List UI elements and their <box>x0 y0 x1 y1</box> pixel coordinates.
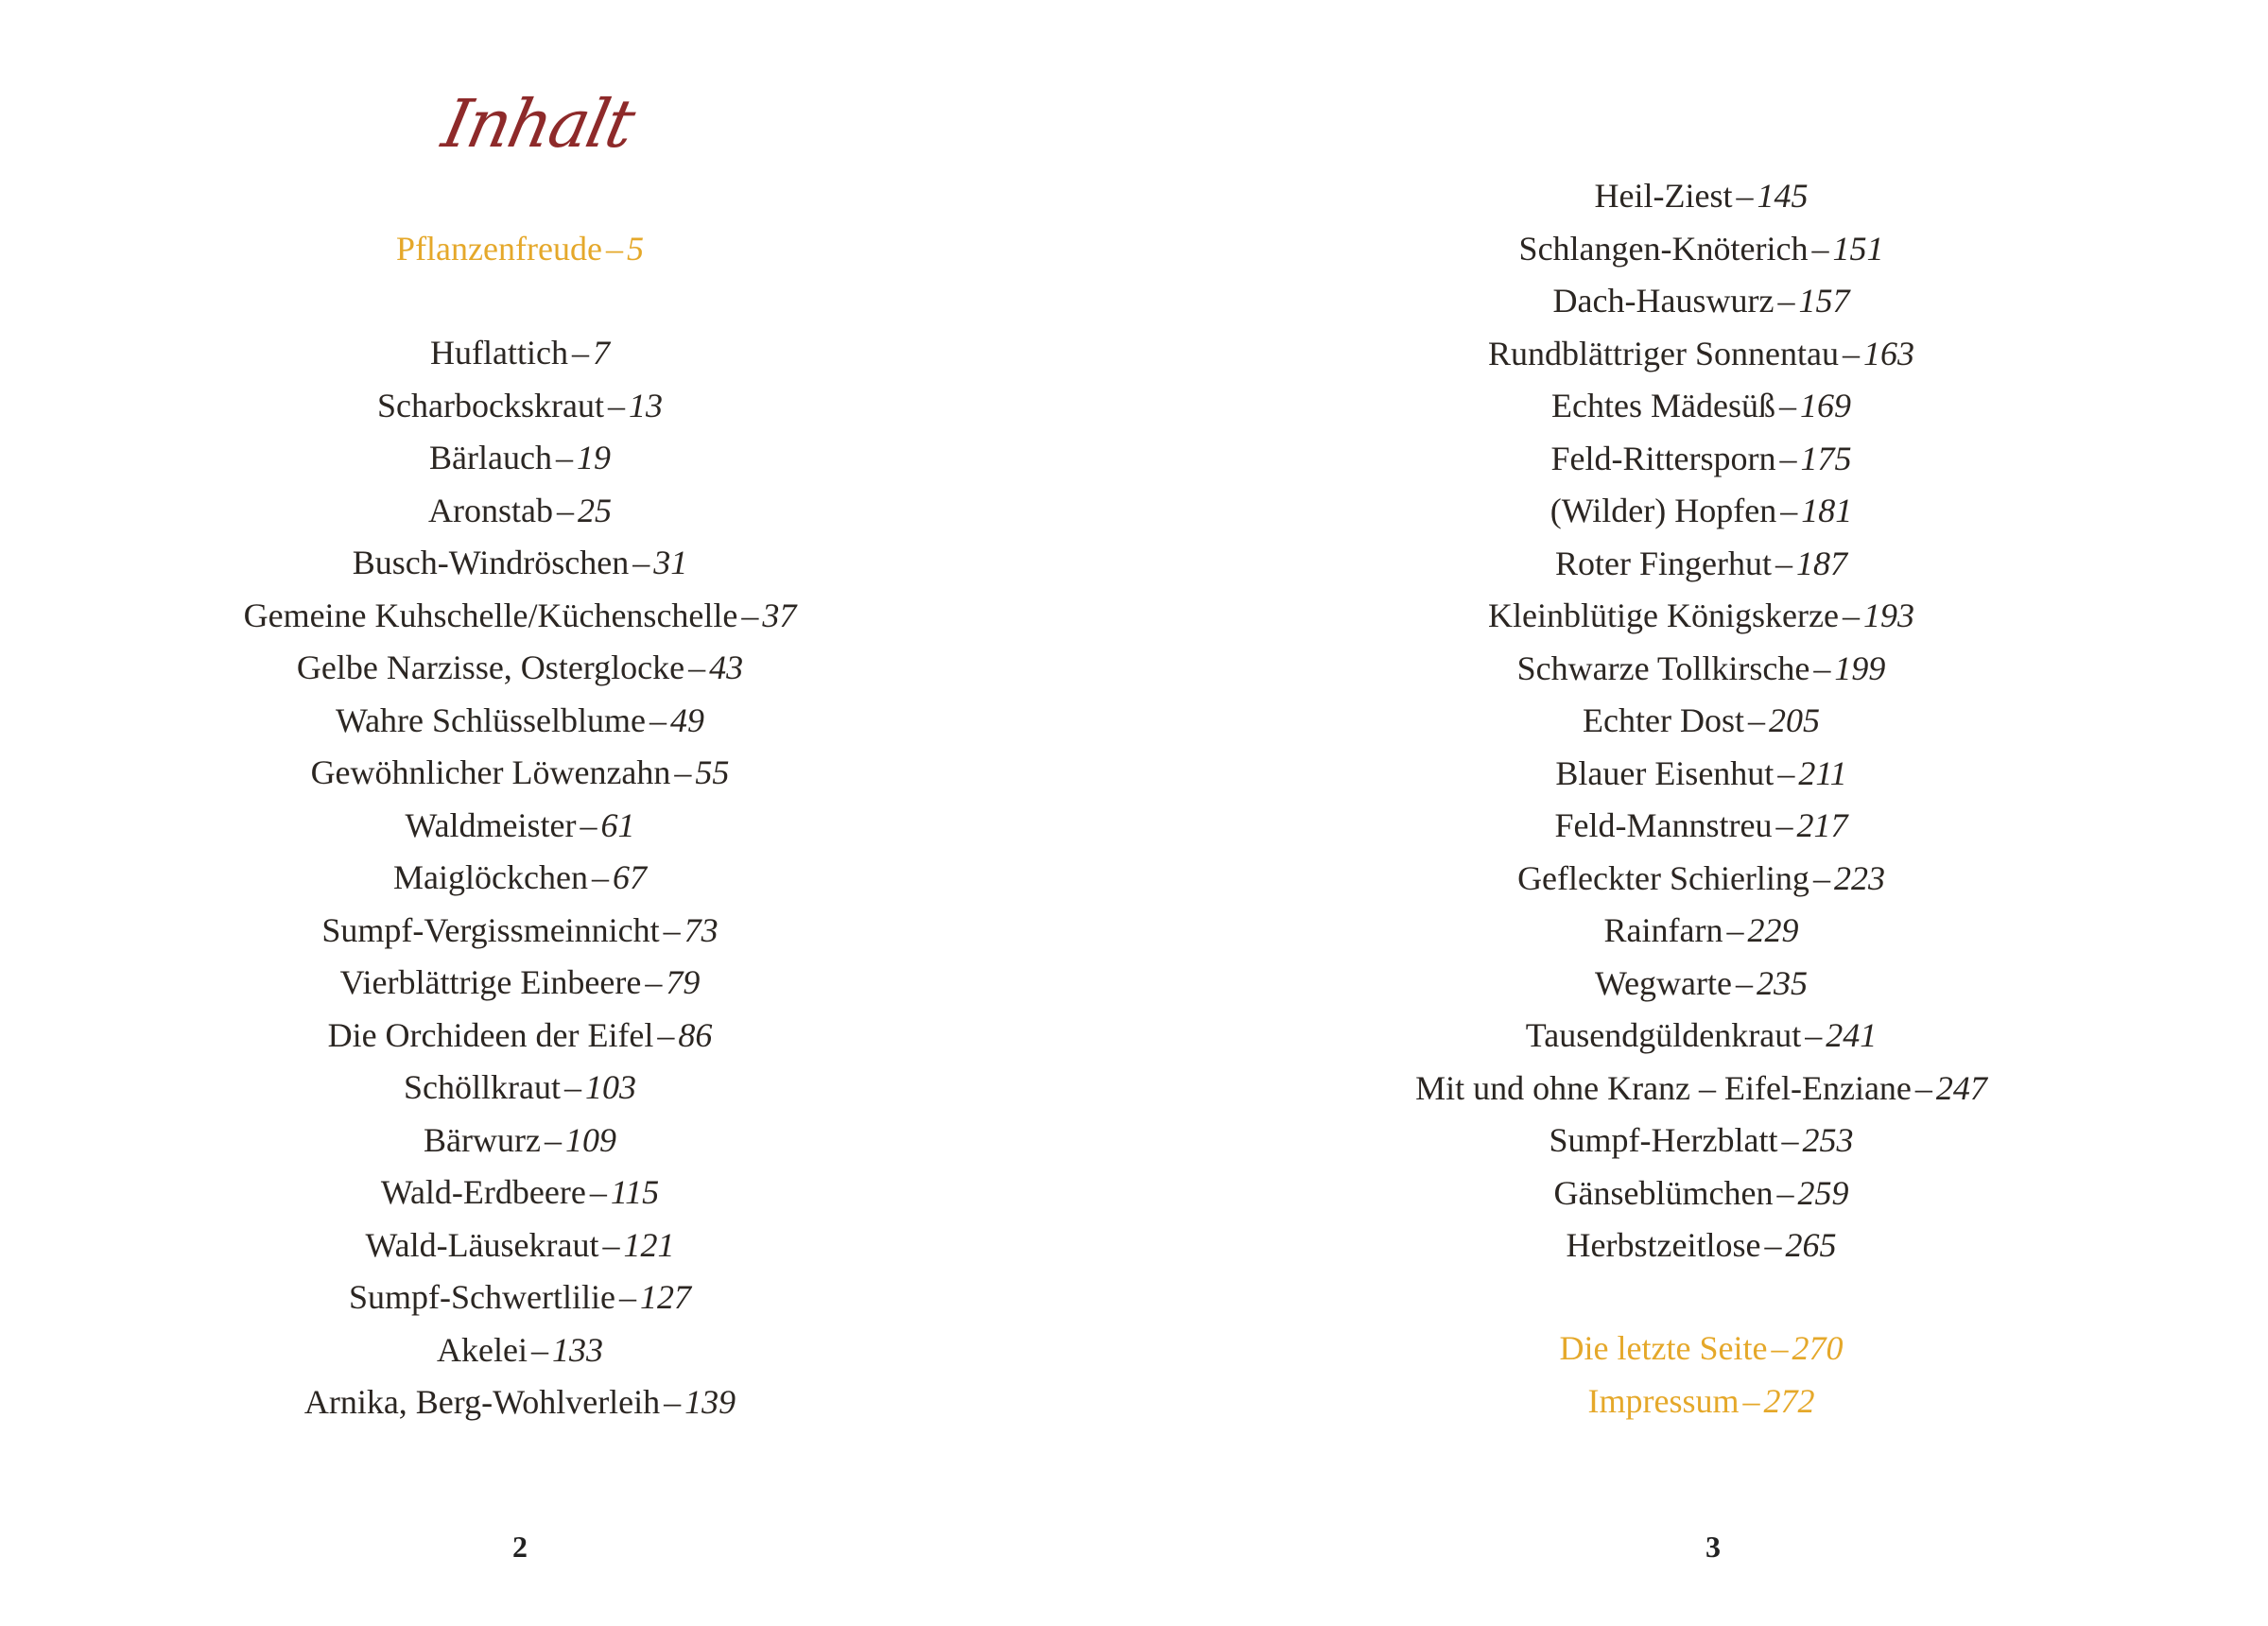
toc-entry <box>1134 223 2268 276</box>
toc-entry-page: 37 <box>762 596 797 634</box>
toc-entry <box>0 852 1040 905</box>
toc-entry-page: 241 <box>1826 1016 1878 1054</box>
toc-entry-page: 223 <box>1833 858 1885 897</box>
toc-entry-page: 199 <box>1834 649 1886 687</box>
toc-entry-name: Die letzte Seite <box>1559 1329 1768 1367</box>
toc-dash: – <box>1778 387 1796 424</box>
toc-entry-name: Gemeine Kuhschelle/Küchenschelle <box>243 596 738 634</box>
toc-entry-page: 121 <box>623 1225 675 1264</box>
toc-entry <box>0 695 1040 748</box>
toc-entry <box>1134 590 2268 643</box>
toc-dash: – <box>591 858 609 896</box>
toc-entry <box>0 1115 1040 1168</box>
toc-entry-page: 139 <box>684 1383 736 1421</box>
toc-entry-name: Maiglöckchen <box>393 858 588 896</box>
toc-entry-name: Gefleckter Schierling <box>1517 858 1809 897</box>
toc-entry-name: Huflattich <box>430 334 568 372</box>
toc-entry <box>0 1324 1040 1377</box>
toc-entry <box>0 957 1040 1010</box>
toc-entry-page: 5 <box>626 230 644 268</box>
toc-entry-name: Aronstab <box>428 491 553 529</box>
toc-entry-name: Wald-Erdbeere <box>380 1173 586 1211</box>
toc-entry-page: 229 <box>1747 911 1799 949</box>
toc-dash: – <box>1811 229 1829 268</box>
toc-entry <box>1134 1115 2268 1168</box>
toc-entry <box>0 1010 1040 1063</box>
toc-entry <box>0 642 1040 695</box>
toc-list-right <box>1134 170 2268 1272</box>
toc-entry-page: 181 <box>1801 492 1853 529</box>
toc-entry-name: Schlangen-Knöterich <box>1518 229 1809 268</box>
toc-entry-page: 13 <box>628 386 663 424</box>
toc-entry-page: 7 <box>592 334 610 372</box>
toc-entry-name: Tausendgüldenkraut <box>1525 1016 1802 1054</box>
toc-entry-name: (Wilder) Hopfen <box>1550 492 1777 529</box>
toc-entry-page: 253 <box>1802 1121 1854 1159</box>
toc-entry <box>1134 958 2268 1011</box>
toc-entry-page: 169 <box>1799 387 1851 424</box>
toc-entry <box>1134 643 2268 696</box>
toc-entry-name: Die Orchideen der Eifel <box>327 1015 654 1054</box>
toc-entry-page: 79 <box>666 963 701 1001</box>
toc-dash: – <box>1742 1381 1760 1420</box>
toc-entry <box>1134 1220 2268 1272</box>
toc-entry-page: 127 <box>639 1278 691 1316</box>
toc-entry-name: Dach-Hauswurz <box>1552 282 1775 320</box>
toc-entry <box>1134 485 2268 538</box>
toc-dash: – <box>1842 334 1860 372</box>
toc-dash: – <box>605 230 623 268</box>
toc-dash: – <box>602 1225 620 1264</box>
toc-entry <box>1134 1375 2268 1428</box>
toc-entry <box>0 327 1040 380</box>
toc-entry <box>0 1220 1040 1272</box>
toc-entry <box>1134 748 2268 801</box>
toc-entry-page: 133 <box>551 1330 603 1369</box>
toc-entry-page: 205 <box>1768 701 1820 739</box>
toc-dash: – <box>1747 701 1765 739</box>
toc-entry-page: 163 <box>1862 334 1914 372</box>
toc-dash: – <box>607 386 625 424</box>
toc-entry-page: 49 <box>670 701 705 739</box>
toc-dash: – <box>1736 177 1754 215</box>
toc-dash: – <box>1771 1329 1789 1367</box>
toc-entry-name: Wald-Läusekraut <box>365 1225 599 1264</box>
toc-entry <box>0 1167 1040 1220</box>
toc-dash: – <box>1764 1226 1782 1264</box>
toc-dash: – <box>571 334 589 372</box>
toc-dash: – <box>544 1120 562 1159</box>
toc-dash: – <box>1736 963 1754 1002</box>
toc-entry-page: 217 <box>1796 806 1848 844</box>
toc-entry-page: 31 <box>653 544 688 581</box>
toc-entry-intro <box>0 223 1040 276</box>
toc-entry-name: Schöllkraut <box>404 1068 561 1106</box>
toc-entry-name: Vierblättrige Einbeere <box>339 963 642 1001</box>
toc-dash: – <box>1812 858 1830 897</box>
toc-entry-name: Rundblättriger Sonnentau <box>1488 334 1839 372</box>
toc-entry-page: 55 <box>695 753 730 791</box>
page-number-left: 2 <box>512 1530 528 1564</box>
toc-entry-name: Waldmeister <box>405 805 577 844</box>
toc-entry-page: 67 <box>612 858 647 896</box>
toc-dash: – <box>555 439 573 476</box>
toc-dash: – <box>1914 1068 1932 1107</box>
toc-entry <box>0 800 1040 853</box>
toc-dash: – <box>1726 911 1744 949</box>
toc-entry-name: Blauer Eisenhut <box>1555 753 1775 792</box>
toc-dash: – <box>664 1383 682 1421</box>
toc-dash: – <box>530 1330 548 1369</box>
toc-entry-name: Busch-Windröschen <box>352 544 630 581</box>
toc-dash: – <box>657 1015 675 1054</box>
toc-entry-name: Wahre Schlüsselblume <box>335 701 647 739</box>
toc-entry-name: Mit und ohne Kranz – Eifel-Enziane <box>1415 1068 1912 1107</box>
toc-entry-page: 187 <box>1795 544 1847 582</box>
toc-entry-page: 145 <box>1757 177 1809 215</box>
toc-dash: – <box>563 1068 581 1106</box>
toc-entry-page: 25 <box>577 491 612 529</box>
toc-entry-page: 157 <box>1798 282 1850 320</box>
intro-list <box>0 223 1040 276</box>
toc-entry-name: Impressum <box>1587 1381 1740 1420</box>
page-number-right: 3 <box>1705 1530 1721 1564</box>
toc-dash: – <box>1813 649 1831 687</box>
toc-dash: – <box>589 1173 607 1211</box>
toc-dash: – <box>688 649 706 686</box>
toc-dash: – <box>580 805 597 844</box>
toc-entry <box>1134 1323 2268 1375</box>
toc-dash: – <box>1805 1016 1823 1054</box>
toc-dash: – <box>556 491 574 529</box>
toc-entry-name: Akelei <box>437 1330 528 1369</box>
left-page <box>0 0 1040 1626</box>
toc-entry-page: 86 <box>678 1015 713 1054</box>
toc-entry <box>0 485 1040 538</box>
toc-entry <box>1134 328 2268 381</box>
toc-entry-name: Gelbe Narzisse, Osterglocke <box>296 649 685 686</box>
toc-entry-name: Gänseblümchen <box>1553 1173 1774 1212</box>
toc-entry-name: Feld-Mannstreu <box>1554 806 1773 844</box>
toc-entry-page: 270 <box>1792 1329 1844 1367</box>
toc-dash: – <box>741 596 759 634</box>
toc-entry <box>1134 1063 2268 1116</box>
toc-entry <box>1134 170 2268 223</box>
toc-entry <box>1134 538 2268 591</box>
toc-entry-page: 272 <box>1763 1381 1815 1420</box>
toc-dash: – <box>1776 1173 1794 1212</box>
contents-title: Inhalt <box>436 85 640 163</box>
toc-dash: – <box>645 963 663 1001</box>
toc-entry <box>0 590 1040 643</box>
toc-entry-page: 175 <box>1800 439 1852 477</box>
toc-entry <box>0 432 1040 485</box>
toc-entry-name: Rainfarn <box>1603 911 1723 949</box>
toc-entry-page: 115 <box>610 1173 660 1211</box>
toc-entry-page: 265 <box>1785 1226 1837 1264</box>
toc-entry-name: Arnika, Berg-Wohlverleih <box>303 1383 661 1421</box>
toc-entry-name: Echter Dost <box>1583 701 1744 739</box>
toc-dash: – <box>1779 439 1797 477</box>
toc-entry-name: Kleinblütige Königskerze <box>1488 597 1839 634</box>
toc-dash: – <box>663 910 681 949</box>
toc-entry-name: Feld-Rittersporn <box>1550 439 1776 477</box>
toc-list-left <box>0 327 1040 1429</box>
toc-entry <box>0 1376 1040 1429</box>
toc-entry <box>1134 800 2268 853</box>
toc-entry-name: Sumpf-Herzblatt <box>1549 1121 1778 1159</box>
toc-entry-name: Roter Fingerhut <box>1555 544 1772 582</box>
toc-entry-name: Herbstzeitlose <box>1566 1226 1761 1264</box>
toc-entry-name: Sumpf-Schwertlilie <box>349 1278 615 1316</box>
toc-entry <box>0 537 1040 590</box>
toc-entry <box>1134 695 2268 748</box>
toc-dash: – <box>1781 1121 1799 1159</box>
toc-entry-name: Wegwarte <box>1594 963 1733 1002</box>
toc-entry <box>1134 275 2268 328</box>
toc-entry <box>0 1062 1040 1115</box>
toc-dash: – <box>1780 492 1798 529</box>
toc-dash: – <box>1775 544 1792 582</box>
right-page <box>1134 0 2268 1626</box>
outro-list <box>1134 1323 2268 1427</box>
toc-entry <box>0 747 1040 800</box>
toc-dash: – <box>618 1278 636 1316</box>
toc-entry-page: 235 <box>1757 963 1809 1002</box>
toc-entry-page: 43 <box>709 649 744 686</box>
toc-entry-name: Echtes Mädesüß <box>1551 387 1775 424</box>
toc-entry-name: Schwarze Tollkirsche <box>1516 649 1810 687</box>
toc-entry <box>0 380 1040 433</box>
toc-dash: – <box>1777 282 1795 320</box>
toc-entry-name: Pflanzenfreude <box>396 230 602 268</box>
toc-entry-name: Gewöhnlicher Löwenzahn <box>310 753 671 791</box>
toc-entry <box>0 1271 1040 1324</box>
toc-entry-page: 193 <box>1862 597 1914 634</box>
toc-entry <box>1134 853 2268 906</box>
toc-entry-name: Scharbockskraut <box>377 386 604 424</box>
toc-entry-page: 259 <box>1797 1173 1849 1212</box>
toc-entry-page: 61 <box>600 805 635 844</box>
toc-dash: – <box>632 544 650 581</box>
toc-entry-page: 109 <box>564 1120 616 1159</box>
toc-entry <box>1134 1168 2268 1220</box>
toc-entry <box>1134 433 2268 486</box>
toc-entry-page: 103 <box>584 1068 636 1106</box>
toc-entry-name: Sumpf-Vergissmeinnicht <box>321 910 660 949</box>
toc-entry-page: 247 <box>1935 1068 1987 1107</box>
toc-entry-page: 19 <box>576 439 611 476</box>
toc-entry-page: 211 <box>1798 753 1847 792</box>
toc-entry-name: Heil-Ziest <box>1594 177 1733 215</box>
toc-entry <box>1134 380 2268 433</box>
toc-dash: – <box>649 701 667 739</box>
toc-entry-page: 73 <box>684 910 718 949</box>
toc-entry <box>0 905 1040 958</box>
toc-dash: – <box>1842 597 1860 634</box>
toc-dash: – <box>1775 806 1793 844</box>
toc-dash: – <box>674 753 692 791</box>
toc-entry-page: 151 <box>1832 229 1884 268</box>
toc-entry <box>1134 1010 2268 1063</box>
toc-dash: – <box>1777 753 1795 792</box>
toc-entry-name: Bärlauch <box>429 439 552 476</box>
toc-entry <box>1134 905 2268 958</box>
toc-entry-name: Bärwurz <box>424 1120 541 1159</box>
